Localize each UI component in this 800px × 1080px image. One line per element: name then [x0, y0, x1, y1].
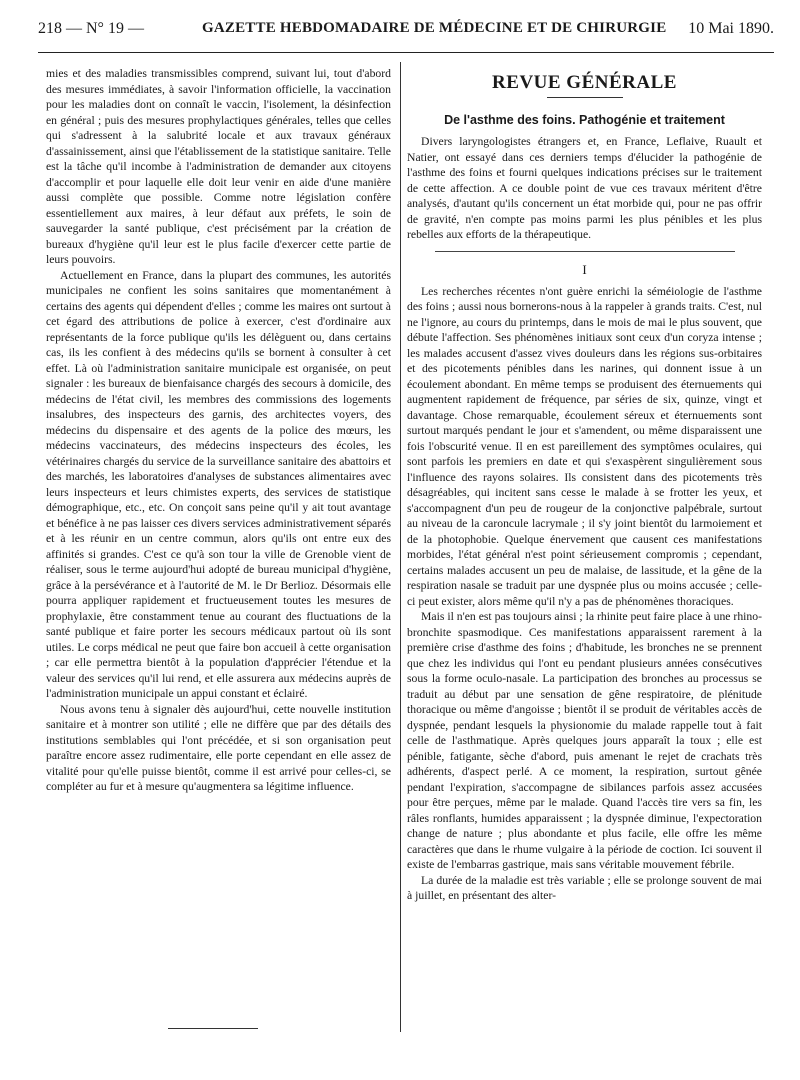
issue-date: 10 Mai 1890.: [688, 20, 774, 37]
paragraph: mies et des maladies transmissibles comprend, suivant lui, tout d'abord des mesures immédiates, à savoir l'information officielle, la vaccination pour les maladies dont on connaît le vaccin, l'isolement, la désinfection en général ; puis des mesures prophylactiques générales, telles que celles qui s'adressent à la salubrité locale et aux travaux généraux d'assainissement, ainsi que l'établissement de la statistique sanitaire. Telle est la tâche qu'il incombe à l'administration de demander aux citoyens d'accomplir et pour laquelle elle doit leur venir en aide d'une manière aussi complète que possible. Comme notre législation confère essentiellement aux maires, à leur défaut aux préfets, le soin de sauvegarder la santé publique, c'est précisément par la création de bureaux d'hygiène qu'il leur est le plus facile d'exercer cette partie de leurs pouvoirs.: [46, 67, 391, 266]
title-rule: [547, 97, 623, 98]
paragraph: Actuellement en France, dans la plupart des communes, les autorités municipales ne confient les soins sanitaires que momentanément à certains des agents qui dépendent d'elles ; comme les maires ont surtout à cet égard des attributions de police à exercer, c'est d'ordinaire aux représentants de la force publique qu'ils les délèguent ou, dans certains cas, ils les confient à des médecins qu'ils se bornent à consulter à cet effet. Là où l'administration sanitaire municipale est organisée, on peut signaler : les bureaux de bienfaisance chargés des secours à domicile, des médecins de l'état civil, les membres des commissions des logements insalubres, des inspecteurs des garnis, des architectes voyers, des médecins du dispensaire et des agents de la police des mœurs, les médecins vaccinateurs, des médecins inspecteurs des écoles, les vétérinaires chargés du service de la surveillance sanitaire des abattoirs et des marchés, les laboratoires d'analyses de substances alimentaires avec leurs inspecteurs et leurs chimistes experts, des services de statistique démographique, etc., etc. On conçoit sans peine qu'il y ait tout avantage et bénéfice à ne pas laisser ces divers services administrativement séparés et à les réunir en un centre commun, alors qu'ils ont entre eux des affinités si grandes. C'est ce qu'à son tour la ville de Grenoble vient de réaliser, sous le terme aujourd'hui adopté de bureau municipal d'hygiène, grâce à la persévérance et à l'autorité de M. le Dr Berlioz. Désormais elle pourra appliquer rapidement et fructueusement toutes les mesures de prophylaxie, être constamment tenue au courant des fluctuations de la santé publique et faire porter les secours médicaux partout où ils sont utiles. Le corps médical ne peut que faire bon accueil à cette organisation ; car elle permettra bientôt à la population d'apprécier l'étendue et la valeur des services qu'il lui rend, et elle assurera aux médecins auprès de l'administration municipale un appui constant et éclairé.: [46, 268, 391, 700]
section-rule: [435, 251, 735, 252]
left-column: [46, 66, 391, 795]
article-end-rule: [168, 1028, 258, 1029]
paragraph: La durée de la maladie est très variable ; elle se prolonge souvent de mai à juillet, en présentant des alter-: [407, 873, 762, 902]
paragraph: Les recherches récentes n'ont guère enrichi la séméiologie de l'asthme des foins ; aussi nous bornerons-nous à la rappeler à grands traits. C'est, nul ne l'ignore, au cours du printemps, dans le mois de mai le plus souvent, que débute l'affection. Ses phénomènes initiaux sont ceux d'un coryza intense ; les malades accusent d'assez vives douleurs dans les régions sus-orbitaires et des picotements pénibles dans les narines, qui donnent issue à un écoulement abondant. En même temps se produisent des éternuements qui augmentent rapidement de fréquence, par séries de six, quinze, vingt et davantage. Chose remarquable, écoulement séreux et éternuements sont surtout marqués pendant le jour et s'amendent, ou même disparaissent une fois l'obscurité venue. Il en est pareillement des symptômes oculaires, qui sont parfois les premiers en date et qui s'exaspèrent singulièrement sous l'influence des rayons solaires. Ils consistent dans des picotements très désagréables, qui incitent sans cesse le malade à se frotter les yeux, et s'accompagnent d'un peu de rougeur de la conjonctive palpébrale, surtout au niveau de la caroncule lacrymale ; il s'y joint bientôt du larmoiement et de la photophobie. Quelque énervement que causent ces manifestations morbides, l'état général n'est point sérieusement compromis ; cependant, certains malades accusent un peu de malaise, de lassitude, et la gêne de la respiration nasale se traduit par une dyspnée plus ou moins accusée ; celle-ci peut exister, alors même qu'il n'y a pas de phénomènes thoraciques.: [407, 284, 762, 608]
column-divider: [400, 62, 401, 1032]
section-numeral: I: [582, 261, 587, 277]
article-subtitle: De l'asthme des foins. Pathogénie et traitement: [444, 113, 725, 127]
page-number: 218 — N° 19 —: [38, 20, 144, 37]
intro-paragraph: Divers laryngologistes étrangers et, en France, Leflaive, Ruault et Natier, ont essayé dans ces derniers temps d'élucider la pathogénie de l'asthme des foins et fourni quelques indications précises sur le traitement de cette affection. A ce double point de vue ces travaux méritent d'être analysés, d'autant qu'ils concernent un état morbide qui, pour ne pas offrir de gravité, n'en compte pas moins parmi les plus pénibles et les plus rebelles aux efforts de la thérapeutique.: [407, 135, 762, 241]
header-rule: [38, 52, 774, 53]
paragraph: Mais il n'en est pas toujours ainsi ; la rhinite peut faire place à une rhino-bronchite spasmodique. Ces manifestations apparaissent rarement à la première crise d'asthme des foins ; d'habitude, les bronches ne se prennent que chez les individus qui l'ont eu pendant plusieurs années consécutives sous la forme oculo-nasale. La participation des bronches au processus se traduit au début par une sensation de gêne respiratoire, de plénitude thoracique ou même d'angoisse ; bientôt il se produit de véritables accès de dyspnée, pendant lesquels la physionomie du malade rappelle tout à fait celle de l'asthmatique. Après quelques jours apparaît la toux ; elle est pénible, fatigante, sèche d'abord, puis amenant le rejet de crachats très adhérents, d'aspect perlé. A ce moment, la respiration, surtout gênée pendant l'expiration, s'accompagne de sibilances parfois assez accusées pour être perçues, même par le malade. Quand l'accès tire vers sa fin, les râles ronflants, humides apparaissent ; la dyspnée diminue, l'expectoration change de nature ; plus abondante et plus facile, elle offre les même caractères que dans le rhume vulgaire à la période de coction. Ici souvent il existe de l'embarras gastrique, mais sans véritable mouvement fébrile.: [407, 610, 762, 871]
right-column: [407, 70, 762, 904]
page-header: [38, 20, 774, 54]
paragraph: Nous avons tenu à signaler dès aujourd'hui, cette nouvelle institution sanitaire et à montrer son utilité ; elle ne diffère que par des détails des institutions semblables qui l'ont précédée, et si son organisation peut paraître encore assez rudimentaire, elle porte cependant en elle assez de vitalité pour qu'elle puisse bientôt, comme il est arrivé pour celles-ci, se compléter au fur et à mesure qu'augmentera sa légitime influence.: [46, 702, 391, 793]
section-title: REVUE GÉNÉRALE: [492, 72, 677, 93]
journal-title: GAZETTE HEBDOMADAIRE DE MÉDECINE ET DE CHIRURGIE: [202, 20, 667, 36]
